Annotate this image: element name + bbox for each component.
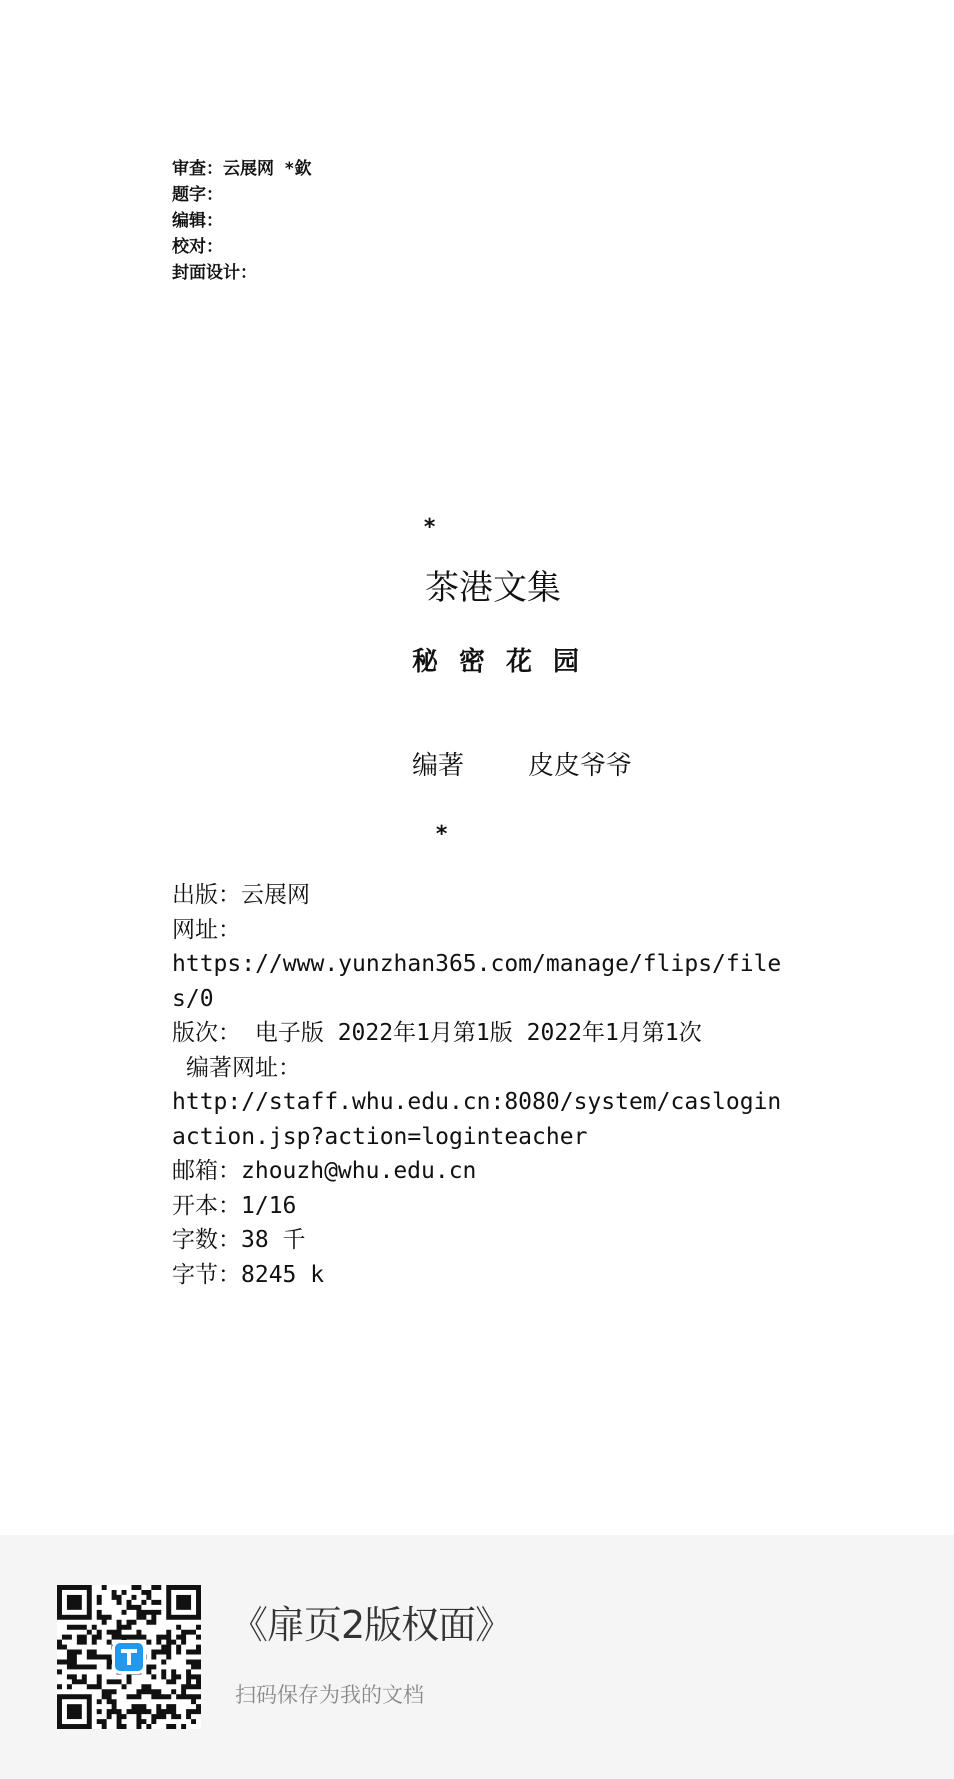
credit-proofread: 校对： — [172, 237, 223, 257]
scan-hint: 扫码保存为我的文档 — [235, 1683, 424, 1707]
edition: 版次： 电子版 2022年1月第1版 2022年1月第1次 — [172, 1020, 702, 1046]
publication-info — [172, 878, 792, 1292]
author-role: 编著 — [412, 751, 465, 781]
ornament-star-bottom: * — [435, 822, 449, 847]
author-line — [412, 748, 632, 784]
credit-editor: 编辑： — [172, 211, 223, 231]
document-title[interactable]: 《扉页2版权面》 — [230, 1603, 513, 1647]
word-count: 字数：38 千 — [172, 1227, 306, 1253]
byte-count: 字节：8245 k — [172, 1261, 325, 1288]
series-title: 茶港文集 — [425, 568, 561, 608]
credit-review: 审查：云展网 *欽 — [172, 159, 312, 179]
author-site-url[interactable]: http://staff.whu.edu.cn:8080/system/casloginaction.jsp?action=loginteacher — [172, 1089, 782, 1150]
save-document-bar — [0, 1535, 954, 1779]
publisher: 出版：云展网 — [172, 882, 310, 908]
author-site-label: 编著网址： — [186, 1054, 301, 1081]
credits-block — [172, 156, 311, 286]
ornament-star-top: * — [423, 515, 437, 540]
website-label: 网址： — [172, 916, 241, 943]
book-title: 秘密花园 — [412, 647, 601, 677]
format: 开本：1/16 — [172, 1192, 297, 1219]
website-url[interactable]: https://www.yunzhan365.com/manage/flips/files/0 — [172, 951, 782, 1012]
email: 邮箱：zhouzh@whu.edu.cn — [172, 1158, 477, 1184]
author-name: 皮皮爷爷 — [528, 751, 633, 781]
app-logo-icon — [112, 1640, 146, 1674]
qr-code-icon[interactable] — [57, 1585, 201, 1729]
credit-cover-design: 封面设计： — [172, 263, 257, 283]
credit-calligraphy: 题字： — [172, 185, 223, 205]
